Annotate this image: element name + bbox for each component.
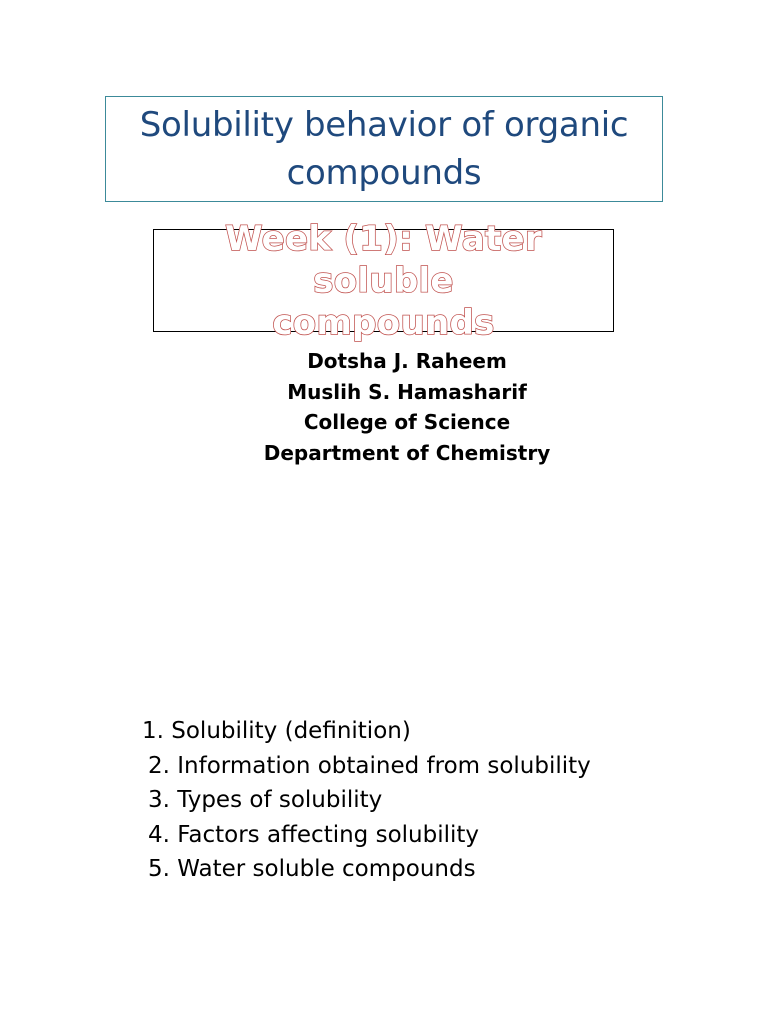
topic-item-4: 4. Factors affecting solubility <box>148 821 480 848</box>
document-title-line-2: compounds <box>286 153 482 193</box>
topic-list <box>142 714 702 887</box>
document-title-line-1: Solubility behavior of organic <box>139 105 629 145</box>
topic-item-3: 3. Types of solubility <box>148 787 383 813</box>
topic-item-2: 2. Information obtained from solubility <box>148 752 591 779</box>
document-title <box>134 101 634 197</box>
week-heading-line-2: compounds <box>272 302 495 343</box>
author-name-1: Dotsha J. Raheem <box>307 349 507 373</box>
title-box <box>105 96 663 202</box>
topic-item-1: 1. Solubility (definition) <box>142 718 411 744</box>
department-name: Department of Chemistry <box>263 440 551 465</box>
week-heading-box <box>153 218 614 343</box>
topic-item-5: 5. Water soluble compounds <box>148 856 476 882</box>
college-name: College of Science <box>303 410 511 434</box>
week-heading <box>164 218 604 344</box>
week-heading-line-1: Week (1): Water soluble <box>225 218 542 301</box>
author-name-2: Muslih S. Hamasharif <box>287 379 527 404</box>
author-block <box>150 346 664 468</box>
